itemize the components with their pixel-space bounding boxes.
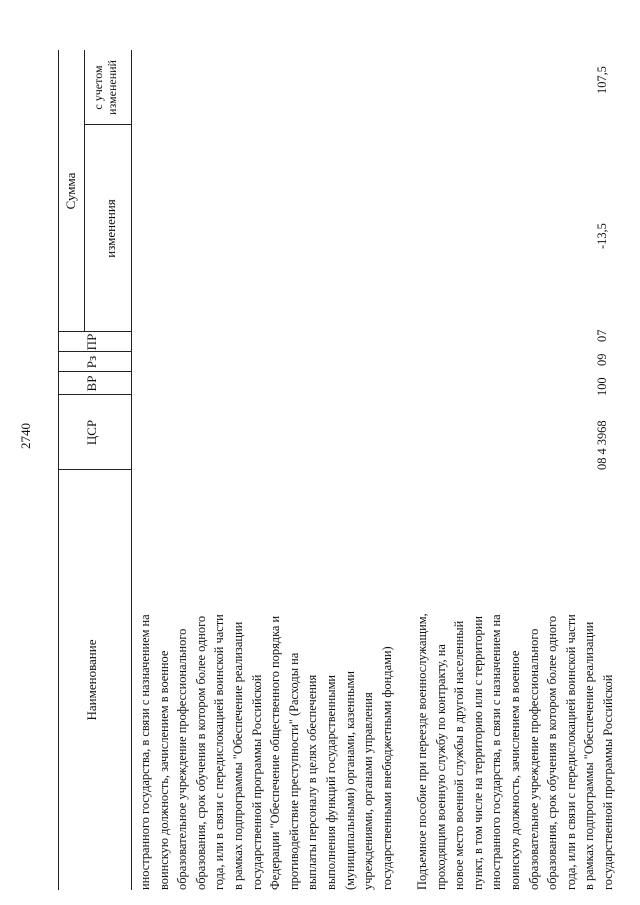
header-name: Наименование bbox=[84, 639, 99, 721]
row2-name bbox=[413, 480, 618, 890]
row1-name-line: иностранного государства, в связи с назначением на bbox=[138, 614, 152, 890]
row2-name-line: проходящим военную службу по контракту, на bbox=[433, 644, 448, 890]
row2-name-line: иностранного государства, в связи с назначением на bbox=[489, 614, 504, 890]
budget-table bbox=[58, 50, 615, 890]
row2-change: -13,5 bbox=[595, 223, 609, 249]
table-top-border bbox=[58, 50, 59, 890]
row2-name-line: пункт, в том числе на территорию или с территории bbox=[470, 615, 485, 890]
header-with-changes-line2: изменений bbox=[105, 60, 119, 115]
row1-name-line: противодействие преступности" (Расходы на bbox=[286, 652, 301, 890]
row1-name-line: Федерации "Обеспечение общественного порядка и bbox=[268, 615, 283, 890]
header-with-changes-line1: с учетом bbox=[91, 65, 105, 110]
row1-name-line: воинскую должность, зачислением в военное bbox=[156, 650, 171, 890]
row1-name-line: выполнения функций государственными bbox=[323, 674, 338, 890]
header-rz: Рз bbox=[84, 355, 99, 369]
row1-name bbox=[136, 480, 396, 890]
row2-name-line: в рамках подпрограммы "Обеспечение реализации bbox=[582, 621, 597, 890]
row2-name-line: года, или в связи с передислокацией воинской части bbox=[563, 614, 578, 890]
header-bottom-border bbox=[131, 50, 132, 890]
row2-pr: 07 bbox=[595, 329, 609, 342]
row1-name-line: государственными внебюджетными фондами) bbox=[379, 646, 394, 890]
header-pr: ПР bbox=[84, 333, 99, 351]
row1-name-line: в рамках подпрограммы "Обеспечение реализации bbox=[230, 621, 245, 890]
header-change: изменения bbox=[103, 199, 118, 258]
row2-vr: 100 bbox=[595, 377, 609, 396]
row2-name-line: новое место военной службы в другой населенный bbox=[452, 620, 467, 890]
row2-name-line: образования, срок обучения в котором более одного bbox=[545, 615, 560, 890]
row2-name-line: Подъемное пособие при переезде военнослужащим, bbox=[415, 613, 429, 890]
row1-name-line: образования, срок обучения в котором более одного bbox=[193, 615, 208, 890]
row1-name-line: образовательное учреждение профессионального bbox=[175, 628, 190, 890]
row2-rz: 09 bbox=[595, 353, 609, 366]
row1-name-line: учреждениями, органами управления bbox=[361, 692, 376, 890]
row1-name-line: выплаты персоналу в целях обеспечения bbox=[305, 674, 320, 890]
row2-tsr: 08 4 3968 bbox=[595, 420, 609, 470]
header-sum: Сумма bbox=[63, 172, 78, 210]
row2-name-line: государственной программы Российской bbox=[600, 674, 615, 890]
row1-name-line: года, или в связи с передислокацией воинской части bbox=[212, 614, 227, 890]
sum-subheader-border bbox=[84, 50, 85, 332]
row2-name-line: воинскую должность, зачислением в военное bbox=[507, 650, 522, 890]
row1-name-line: (муниципальными) органами, казенными bbox=[342, 671, 357, 890]
page-number: 2740 bbox=[18, 423, 33, 449]
row1-name-line: государственной программы Российской bbox=[249, 674, 264, 890]
row2-with-changes: 107,5 bbox=[595, 66, 609, 94]
row2-name-line: образовательное учреждение профессионального bbox=[526, 628, 541, 890]
header-tsr: ЦСР bbox=[84, 419, 99, 446]
header-vr: ВР bbox=[84, 375, 99, 392]
